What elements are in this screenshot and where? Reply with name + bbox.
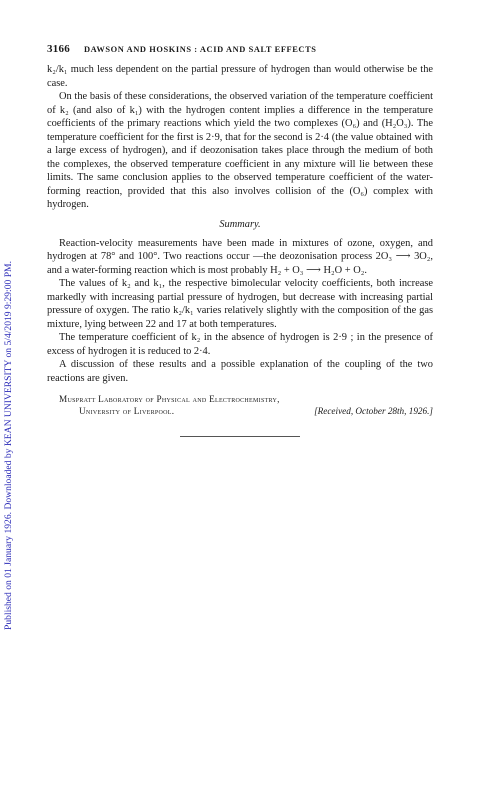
- end-rule-divider: [180, 436, 300, 437]
- page-number: 3166: [47, 43, 70, 55]
- paragraph: k₂/k₁ much less dependent on the partial pressure of hydrogen than would otherwise be the case.: [47, 64, 433, 89]
- paragraph: A discussion of these results and a possible explanation of the coupling of the two reactions are given.: [47, 359, 433, 385]
- paragraph: On the basis of these considerations, the observed variation of the temperature coefficient of k₂ (and also of k₁) with the hydrogen content implies a difference in the temperature coefficients of the primary reactions which yield the two complexes (O₆) and (H₂O₃). The temperature coefficient for the first is 2·9, that for the second is 2·4 (the value obtained with a large excess of hydrogen), and if deozonisation takes place through the medium of both the complexes, the observed temperature coefficient in any mixture will lie between these limits. The same conclusion applies to the observed temperature coefficient of the water-forming reaction, provided that this also involves collision of the (O₆) complex with hydrogen.: [47, 91, 433, 211]
- paragraph: Reaction-velocity measurements have been made in mixtures of ozone, oxygen, and hydrogen at 78° and 100°. Two reactions occur —the deozonisation process 2O₃ ⟶ 3O₂, and a water-forming reaction which is most probably H₂ + O₃ ⟶ H₂O + O₂.: [47, 237, 433, 276]
- page-content: [47, 43, 433, 437]
- laboratory-name: Muspratt Laboratory of Physical and Electrochemistry,: [59, 393, 280, 404]
- running-title: DAWSON AND HOSKINS : ACID AND SALT EFFECTS: [84, 45, 317, 54]
- section-heading: Summary.: [219, 219, 261, 231]
- affiliation-block: [47, 393, 433, 418]
- paragraph: The temperature coefficient of k₂ in the absence of hydrogen is 2·9 ; in the presence of excess of hydrogen it is reduced to 2·4.: [47, 332, 433, 357]
- paragraph: The values of k₂ and k₁, the respective bimolecular velocity coefficients, both increase markedly with increasing partial pressure of hydrogen, but decrease with increasing partial pressure of oxygen. The ratio k₂/k₁ varies relatively slightly with the composition of the gas mixture, lying between 22 and 17 at both temperatures.: [47, 278, 433, 330]
- received-date: [Received, October 28th, 1926.]: [314, 406, 433, 417]
- download-watermark: [2, 70, 16, 630]
- university-name: University of Liverpool.: [79, 406, 175, 417]
- running-header: [47, 43, 433, 63]
- download-note-text: Published on 01 January 1926. Downloaded by KEAN UNIVERSITY on 5/4/2019 9:29:00 PM.: [3, 261, 14, 630]
